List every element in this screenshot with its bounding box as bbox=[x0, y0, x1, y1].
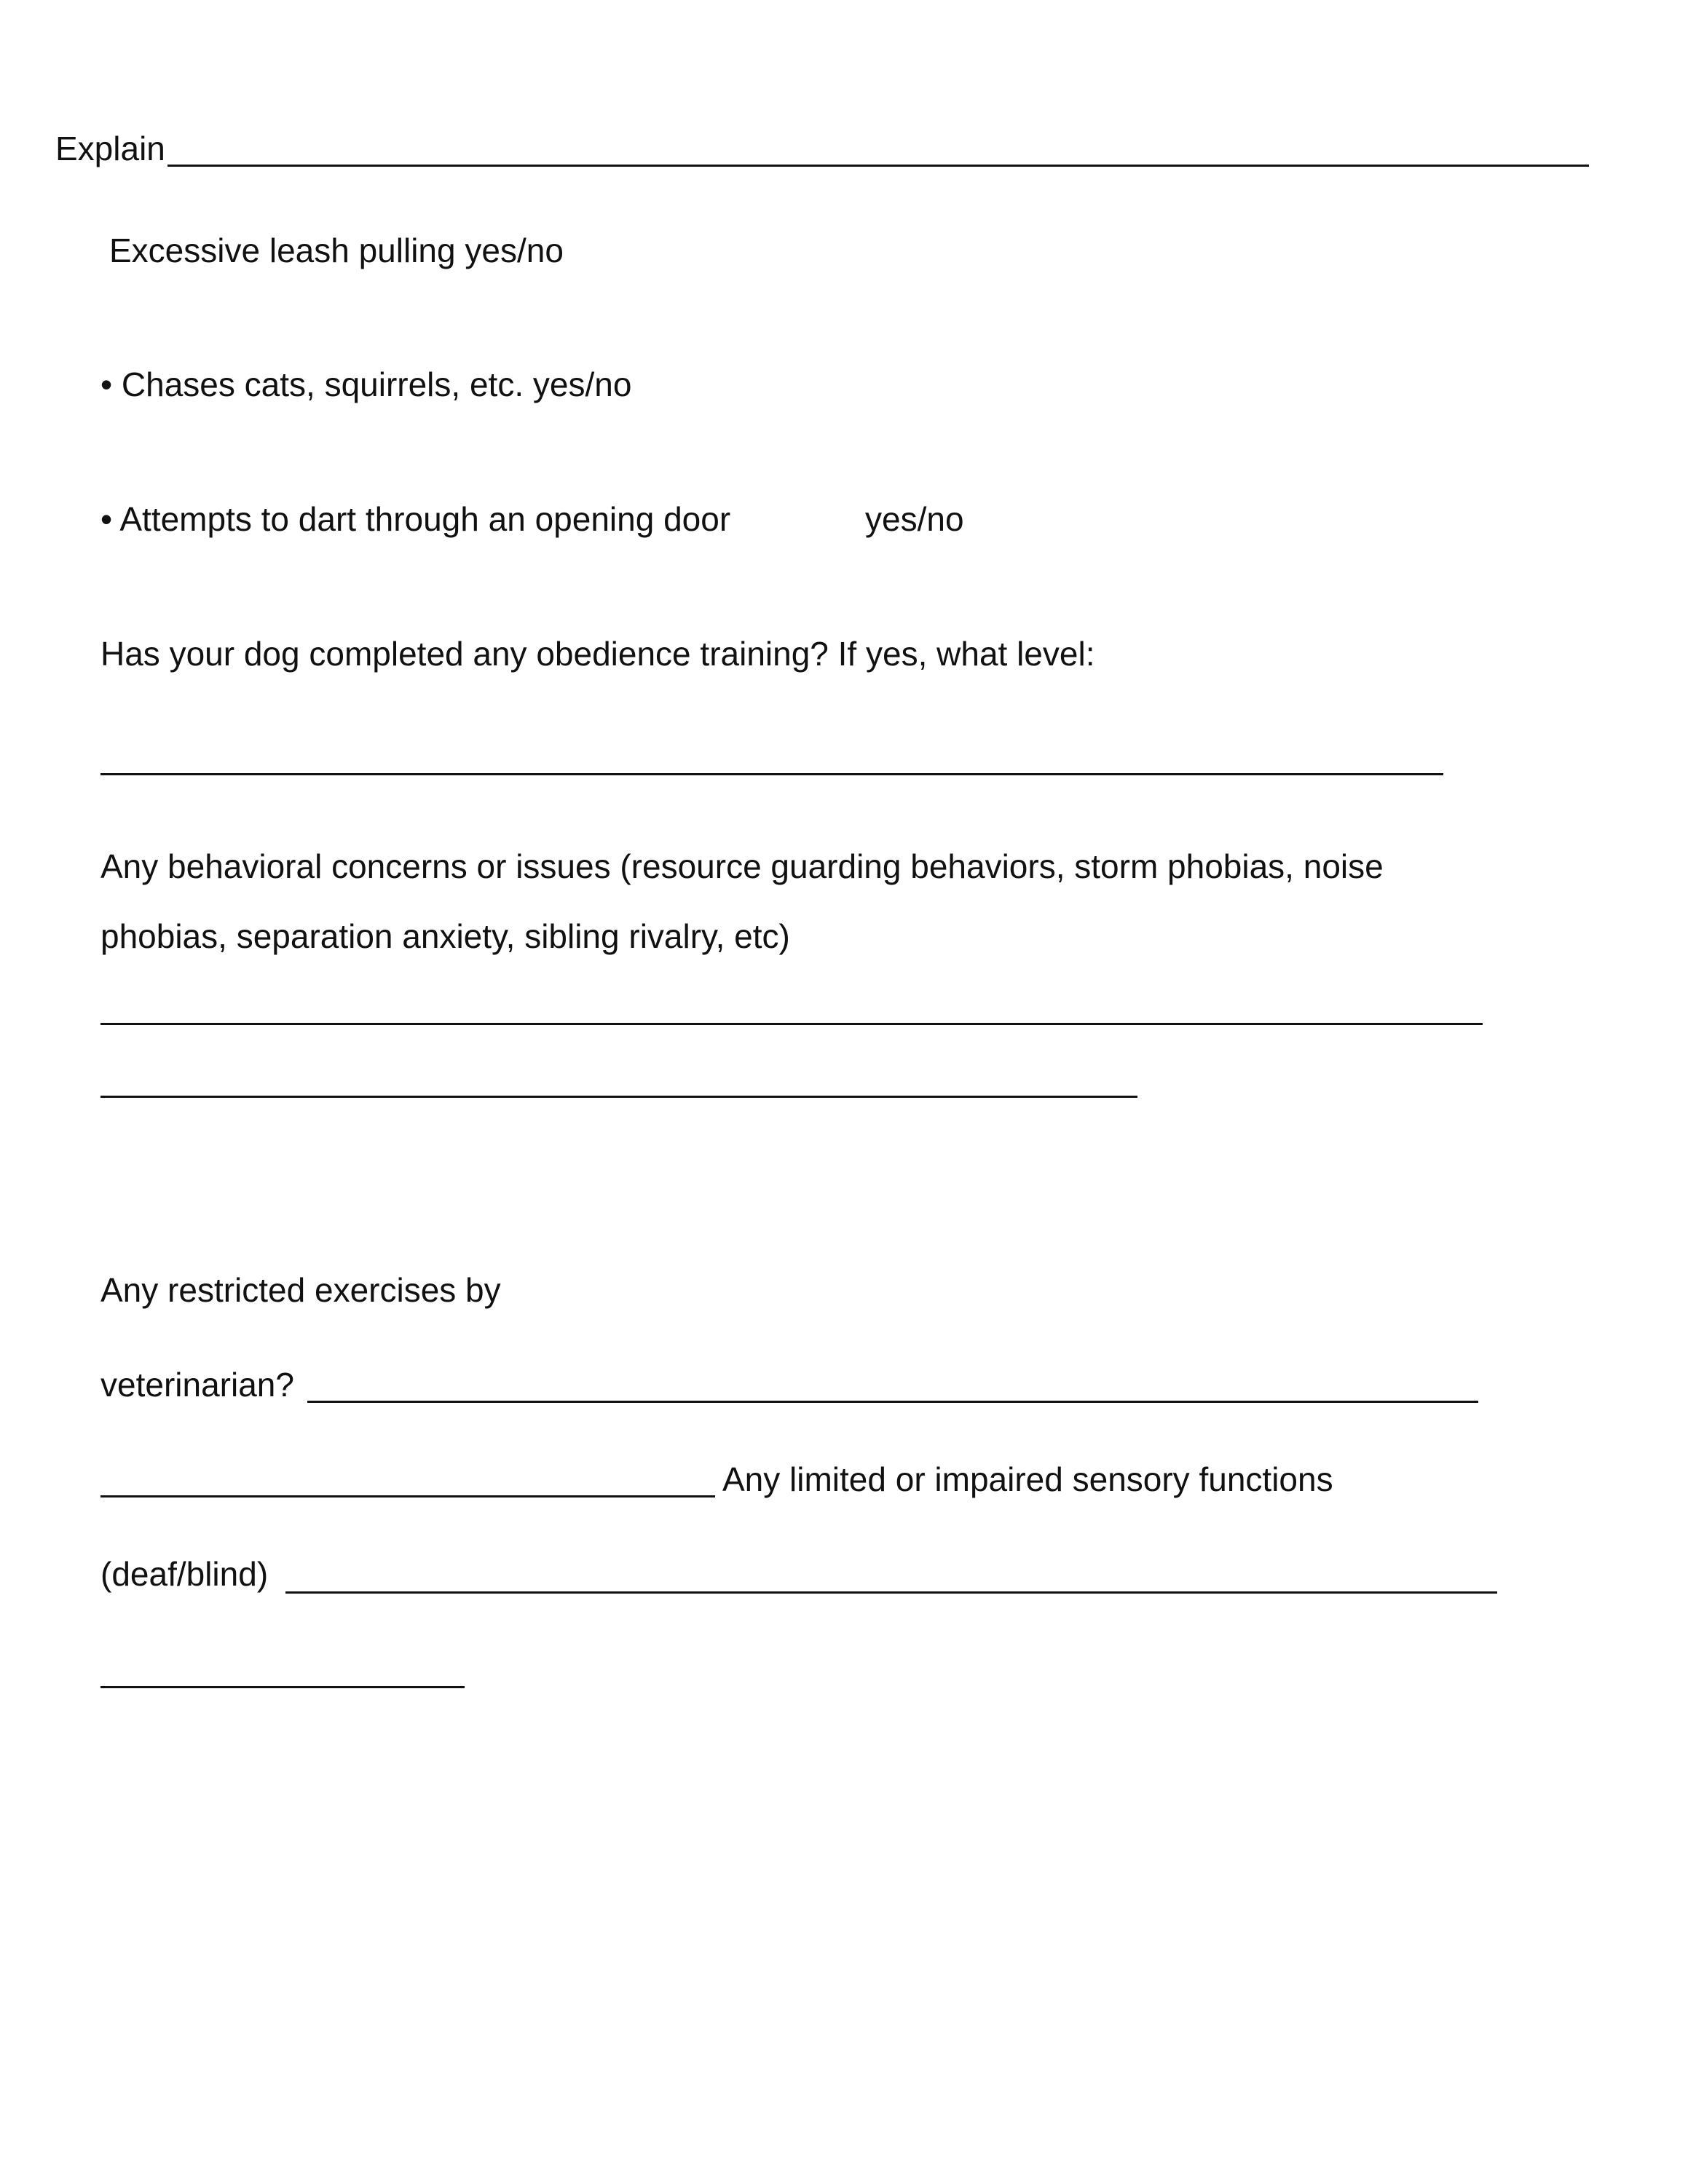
restricted-answer-line-2[interactable] bbox=[100, 1495, 715, 1497]
door-darting-label: Attempts to dart through an opening door bbox=[119, 500, 731, 538]
leash-pulling-label: Excessive leash pulling bbox=[109, 232, 456, 269]
restricted-question-line2: veterinarian? bbox=[100, 1366, 294, 1404]
restricted-answer-line-1[interactable] bbox=[307, 1401, 1478, 1403]
restricted-question-line1: Any restricted exercises by bbox=[100, 1271, 501, 1309]
door-darting-question bbox=[100, 499, 730, 539]
leash-pulling-answer[interactable]: yes/no bbox=[465, 232, 564, 269]
chases-question bbox=[100, 364, 631, 405]
obedience-answer-line[interactable] bbox=[100, 773, 1443, 775]
explain-answer-line[interactable] bbox=[167, 165, 1589, 167]
sensory-answer-line-1[interactable] bbox=[285, 1591, 1497, 1594]
door-darting-answer[interactable]: yes/no bbox=[865, 500, 964, 538]
leash-pulling-question bbox=[109, 230, 564, 271]
behavioral-question-line2: phobias, separation anxiety, sibling rivalry, etc) bbox=[100, 917, 790, 955]
explain-label: Explain bbox=[55, 130, 165, 167]
obedience-question: Has your dog completed any obedience training? If yes, what level: bbox=[100, 635, 1095, 673]
behavioral-answer-line-2[interactable] bbox=[100, 1096, 1137, 1098]
chases-label: Chases cats, squirrels, etc. bbox=[121, 365, 524, 403]
sensory-question: Any limited or impaired sensory functions bbox=[722, 1460, 1333, 1498]
chases-answer[interactable]: yes/no bbox=[532, 365, 632, 403]
behavioral-question-line1: Any behavioral concerns or issues (resource guarding behaviors, storm phobias, noise bbox=[100, 847, 1384, 885]
behavioral-answer-line-1[interactable] bbox=[100, 1023, 1483, 1025]
sensory-question-line2: (deaf/blind) bbox=[100, 1555, 269, 1593]
bullet-icon: • bbox=[100, 365, 113, 403]
sensory-answer-line-2[interactable] bbox=[100, 1686, 465, 1688]
bullet-icon: • bbox=[100, 500, 113, 538]
